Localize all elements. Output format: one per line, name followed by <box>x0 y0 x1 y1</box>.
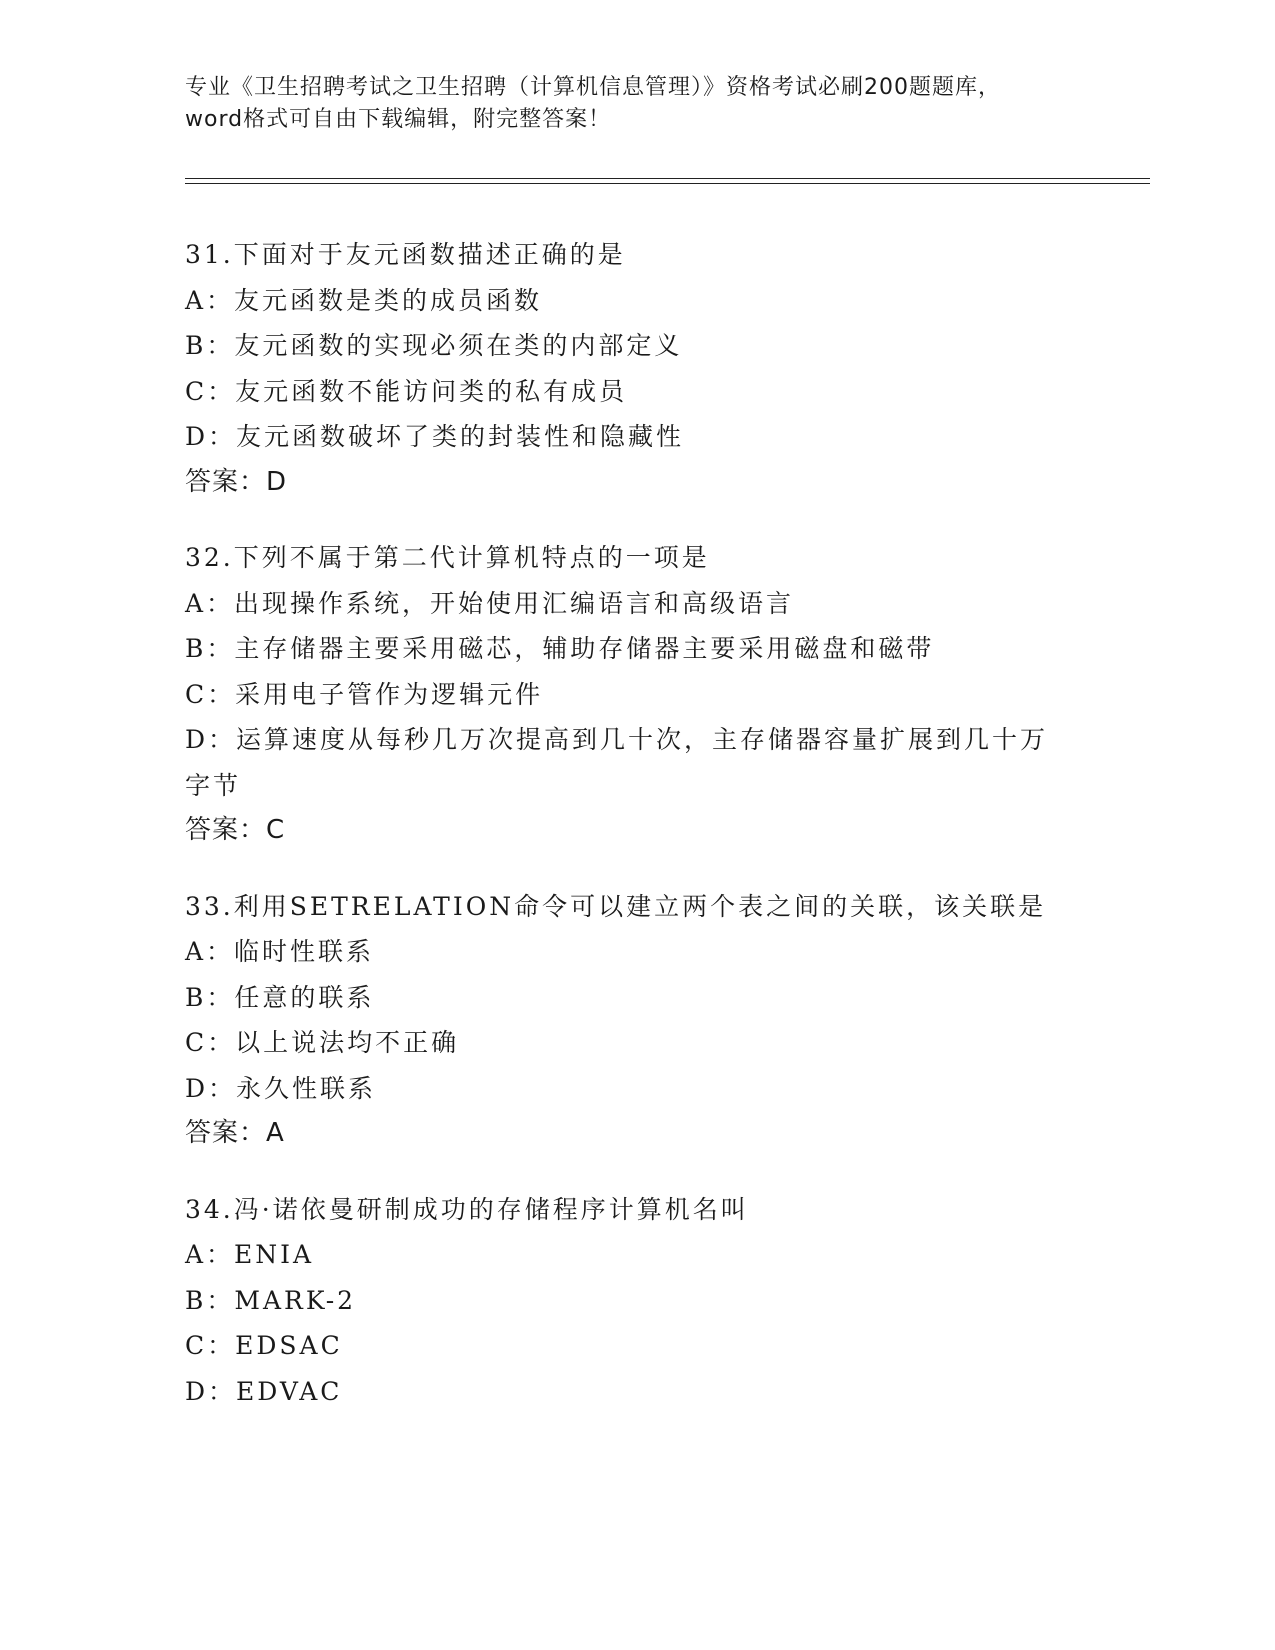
option-d: D：永久性联系 <box>185 1073 377 1103</box>
question-stem: 33.利用SETRELATION命令可以建立两个表之间的关联，该关联是 <box>185 891 1047 921</box>
option-b: B：主存储器主要采用磁芯，辅助存储器主要采用磁盘和磁带 <box>185 634 935 663</box>
option-d: D：友元函数破坏了类的封装性和隐藏性 <box>185 422 685 451</box>
option-c: C：采用电子管作为逻辑元件 <box>185 679 544 709</box>
answer-label: 答案：D <box>185 466 288 497</box>
header-line-2: word格式可自由下载编辑，附完整答案！ <box>185 107 612 132</box>
answer-label: 答案：C <box>185 815 286 845</box>
question-34 <box>185 1187 1105 1415</box>
document-header <box>185 72 1105 136</box>
question-32 <box>185 535 1105 854</box>
header-line-1: 专业《卫生招聘考试之卫生招聘（计算机信息管理）》资格考试必刷200题题库， <box>185 75 1001 100</box>
question-stem: 32.下列不属于第二代计算机特点的一项是 <box>185 543 710 572</box>
option-d: D：运算速度从每秒几万次提高到几十次，主存储器容量扩展到几十万字节 <box>185 725 1049 800</box>
question-33 <box>185 884 1105 1157</box>
option-c: C：以上说法均不正确 <box>185 1028 460 1057</box>
question-list <box>185 232 1105 1444</box>
option-a: A：ENIA <box>185 1240 315 1269</box>
option-b: B：任意的联系 <box>185 982 375 1012</box>
option-b: B：友元函数的实现必须在类的内部定义 <box>185 331 683 360</box>
header-divider-bottom <box>185 183 1150 184</box>
header-divider-top <box>185 178 1150 179</box>
option-a: A：临时性联系 <box>185 937 375 966</box>
question-31 <box>185 232 1105 505</box>
option-a: A：友元函数是类的成员函数 <box>185 285 543 315</box>
option-b: B：MARK-2 <box>185 1285 357 1315</box>
option-d: D：EDVAC <box>185 1376 343 1406</box>
answer-label: 答案：A <box>185 1118 285 1148</box>
option-a: A：出现操作系统，开始使用汇编语言和高级语言 <box>185 588 795 618</box>
question-stem: 34.冯·诺依曼研制成功的存储程序计算机名叫 <box>185 1194 749 1224</box>
option-c: C：友元函数不能访问类的私有成员 <box>185 376 628 406</box>
option-c: C：EDSAC <box>185 1331 343 1360</box>
question-stem: 31.下面对于友元函数描述正确的是 <box>185 240 626 269</box>
